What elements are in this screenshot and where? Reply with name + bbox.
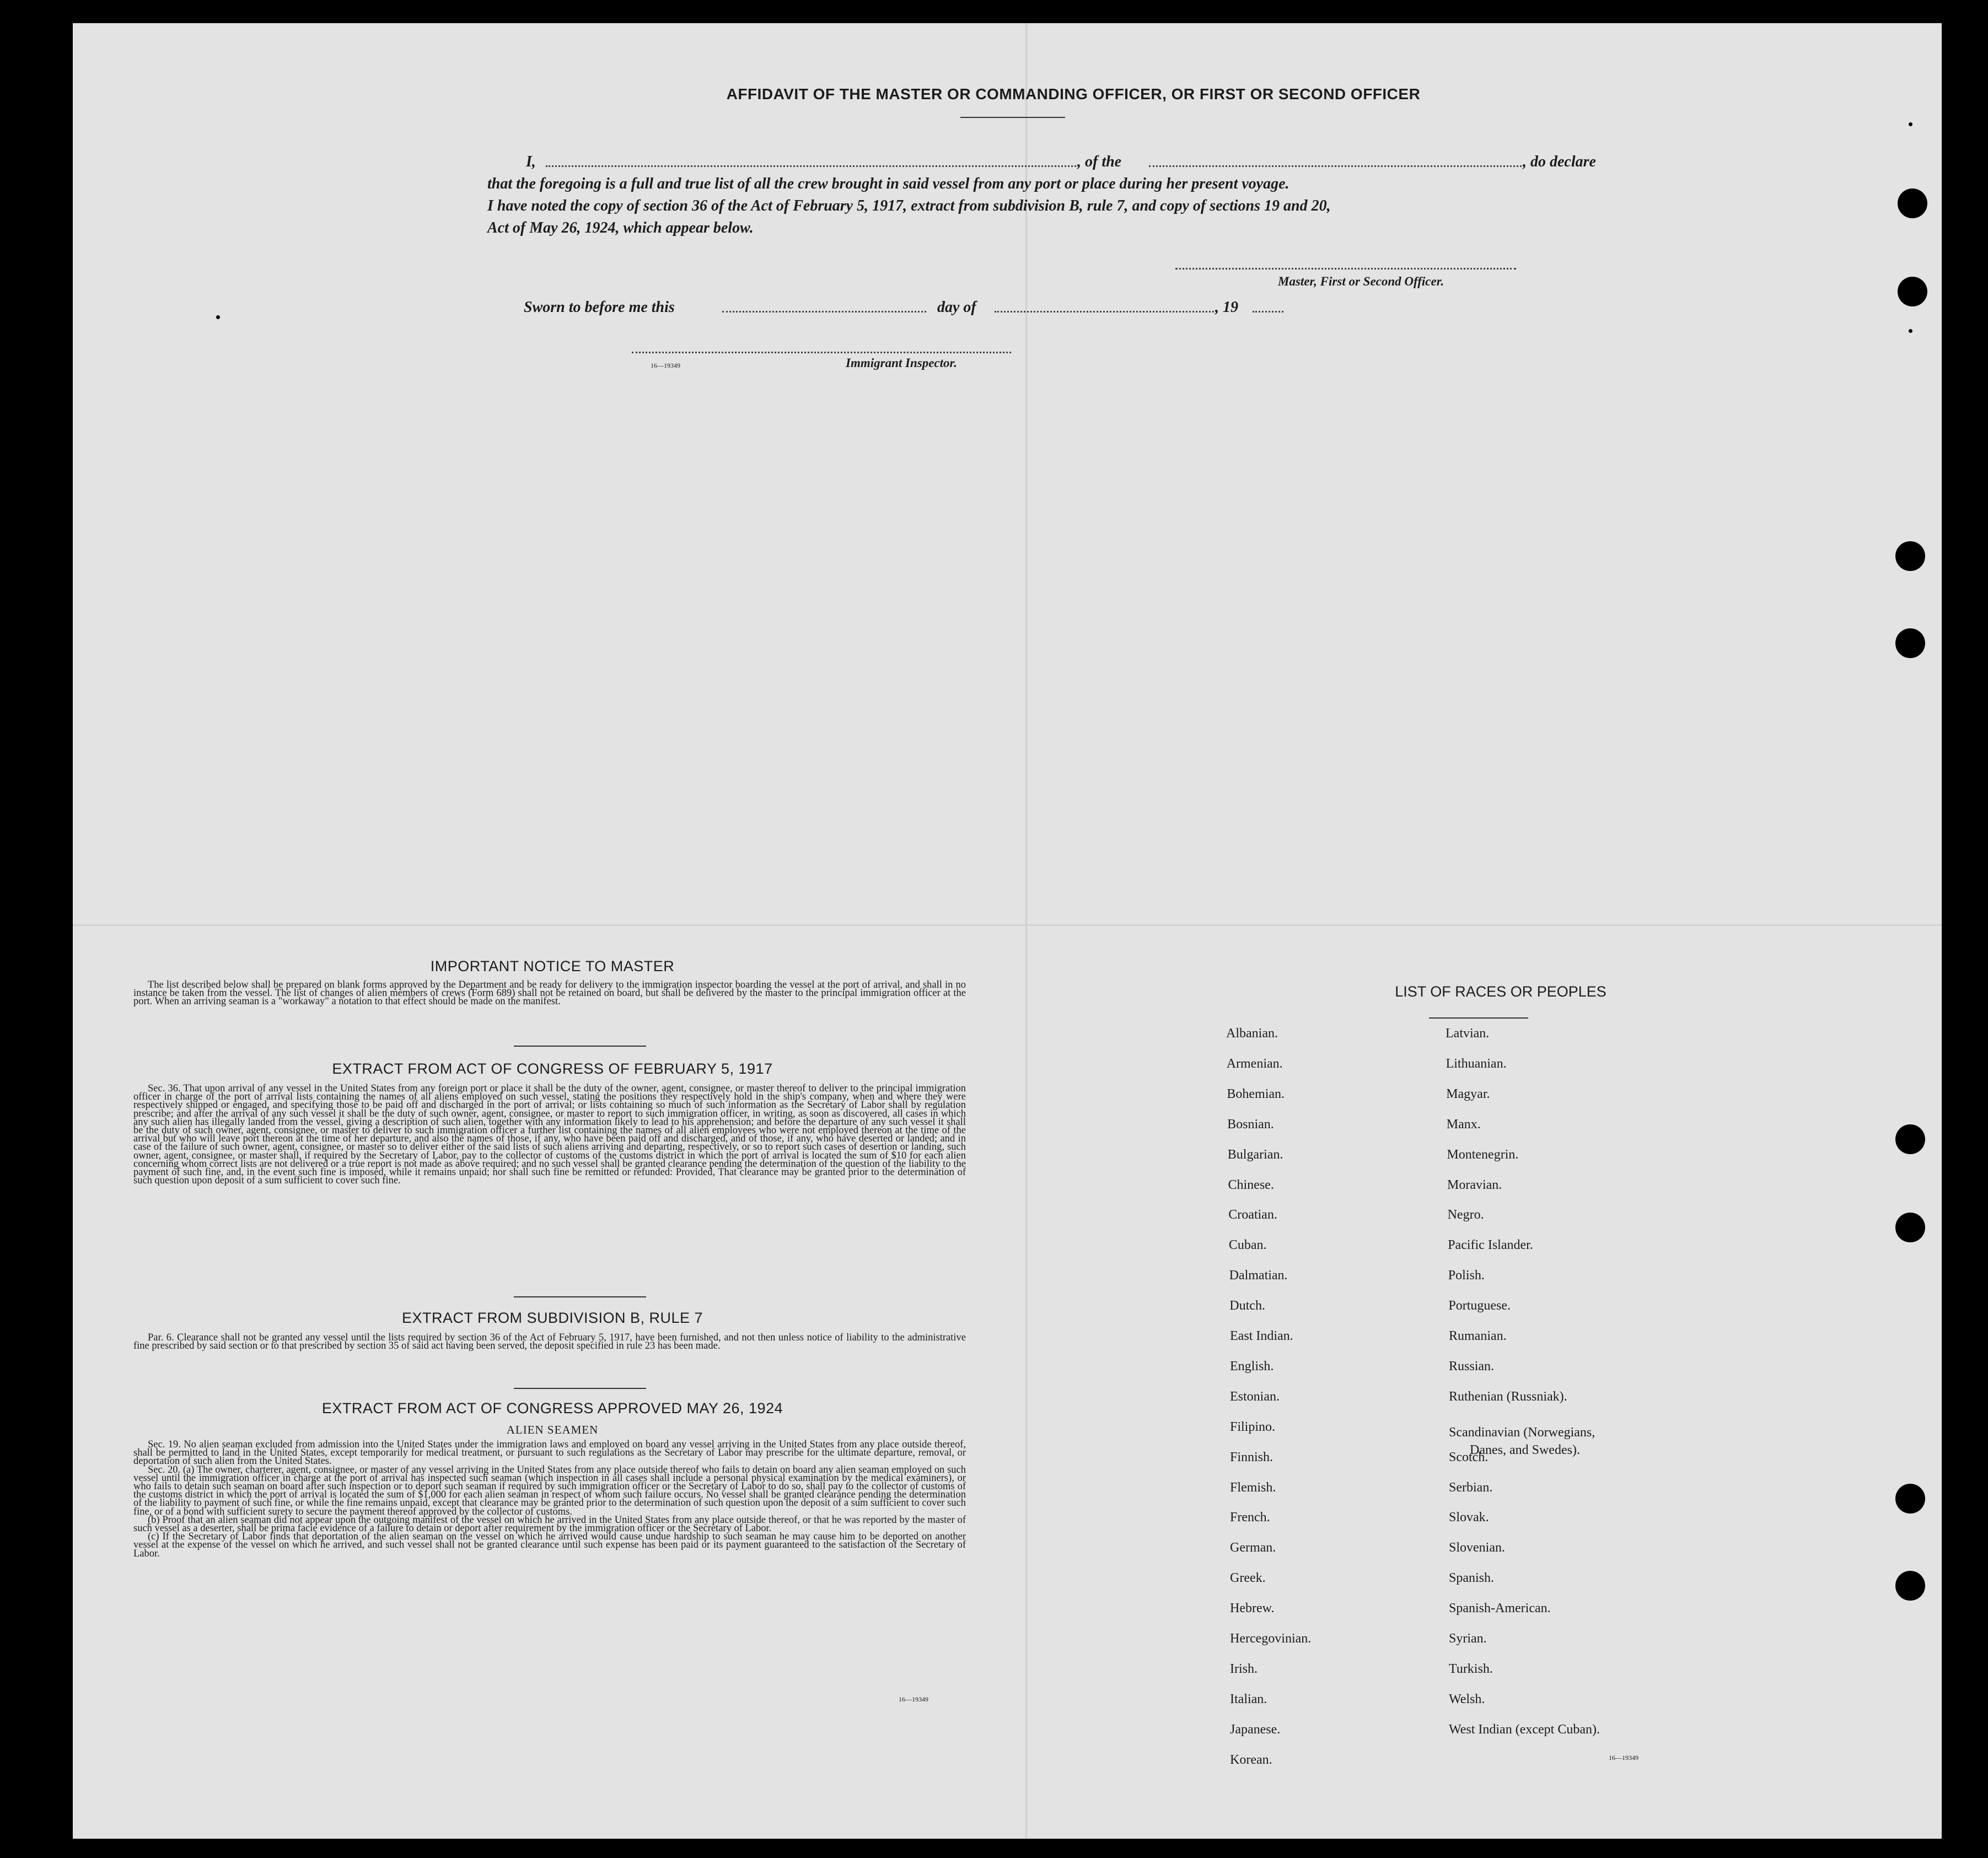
race-item: Chinese.: [1228, 1177, 1274, 1192]
year-label: , 19: [1215, 299, 1238, 316]
rule7-paragraph: Par. 6. Clearance shall not be granted any vessel until the lists required by section 36 of the Act of February 5, 1917, have been furnished, and not then unless notice of liability to the administrative fine prescribed by said section or to that prescribed by section 35 of said act having been served, the deposit specified in rule 23 has been made.: [133, 1332, 966, 1352]
race-item: Estonian.: [1230, 1389, 1280, 1404]
race-item: Italian.: [1230, 1692, 1267, 1706]
master-signature-field[interactable]: [1175, 268, 1516, 270]
binder-hole: [1898, 189, 1927, 218]
race-item: Korean.: [1230, 1752, 1272, 1767]
title-divider: [960, 117, 1065, 118]
race-item: Scandinavian (Norwegians,: [1449, 1425, 1595, 1440]
race-item: Flemish.: [1230, 1480, 1276, 1495]
binder-hole: [1895, 1124, 1925, 1154]
form-number: 16—19349: [899, 1695, 928, 1703]
rule7-text: [133, 1334, 966, 1350]
binder-hole: [1895, 1571, 1925, 1601]
race-item: French.: [1230, 1510, 1270, 1525]
race-item: Moravian.: [1447, 1177, 1502, 1192]
sec20b-paragraph: (b) Proof that an alien seaman did not appear upon the outgoing manifest of the vessel on which he arrived in the United States from any place outside thereof, or that he was reported by the master of such vessel as a deserter, shall be prima facie evidence of a failure to detain or deport after requirement by the immigration officer or the Secretary of Labor.: [133, 1514, 966, 1534]
affidavit-line-2: that the foregoing is a full and true list of all the crew brought in said vessel from any port or place during her present voyage.: [487, 175, 1289, 192]
races-divider: [1429, 1017, 1528, 1019]
affidavit-do-declare: , do declare: [1523, 153, 1596, 170]
extract-1917-title: EXTRACT FROM ACT OF CONGRESS OF FEBRUARY 5, 1917: [332, 1060, 773, 1077]
race-item: Irish.: [1230, 1661, 1258, 1676]
race-item: Hebrew.: [1230, 1601, 1275, 1616]
race-item: Spanish-American.: [1449, 1601, 1551, 1616]
affidavit-i: I,: [526, 153, 536, 170]
race-item: Syrian.: [1449, 1631, 1487, 1646]
alien-seamen-subtitle: ALIEN SEAMEN: [506, 1423, 599, 1436]
race-item: Portuguese.: [1448, 1299, 1511, 1313]
sworn-label: Sworn to before me this: [524, 299, 675, 316]
race-item: Albanian.: [1226, 1026, 1278, 1041]
sec36-paragraph: Sec. 36. That upon arrival of any vessel in the United States from any foreign port or place it shall be the duty of the owner, agent, consignee, or master thereof to deliver to the principal immigration officer in charge of the port of arrival lists containing the names of all aliens employed on such vessel, stating the positions they respectively hold in the ship's company, when and where they were respectively shipped or engaged, and specifying those to be paid off and discharged in the port of arrival; or lists containing so much of such information as the Secretary of Labor shall by regulation prescribe; and after the arrival of any such vessel it shall be the duty of such owner, agent, consignee, or master to report to such immigration officer, in writing, as soon as discovered, all cases in which any such alien has illegally landed from the vessel, giving a description of such alien, together with any information likely to lead to his apprehension; and before the departure of any such vessel it shall be the duty of such owner, agent, consignee, or master to deliver to such immigration officer a further list containing the names of all alien employees who were not employed thereon at the time of the arrival but who will leave port thereon at the time of her departure, and also the names of those, if any, who have been paid off and discharged, and of those, if any, who have deserted or landed; and in case of the failure of such owner, agent, consignee, or master so to deliver either of the said lists of such aliens arriving and departing, respectively, or so to report such cases of desertion or landing, such owner, agent, consignee, or master shall, if required by the Secretary of Labor, pay to the collector of customs of the customs district in which the port of arrival is located the sum of $10 for each alien concerning whom correct lists are not delivered or a true report is not made as above required; and no such vessel shall be granted clearance pending the determination of the question of the liability to the payment of such fine, and, in the event such fine is imposed, while it remains unpaid; nor shall such fine be remitted or refunded: Provided, That clearance may be granted prior to the determination of such question upon deposit of a sum sufficient to cover such fine.: [133, 1083, 966, 1187]
form-number: 16—19349: [1609, 1754, 1638, 1762]
race-item: Bosnian.: [1227, 1117, 1274, 1132]
extract-1924-text: [133, 1441, 966, 1558]
extract-1917-text: [133, 1085, 966, 1185]
race-item: Scotch.: [1449, 1450, 1489, 1464]
notice-paragraph: The list described below shall be prepared on blank forms approved by the Department and be ready for delivery to the immigration inspector boarding the vessel at the port of arrival, and shall in no instance be taken from the vessel. The list of changes of alien members of crews (Form 689) shall not be retained on board, but shall be delivered by the master to the principal immigration officer at the port. When an arriving seaman is a "workaway" a notation to that effect should be made on the manifest.: [133, 979, 966, 1008]
master-signature-label: Master, First or Second Officer.: [1278, 274, 1444, 288]
race-item: Japanese.: [1230, 1722, 1281, 1737]
race-item: English.: [1230, 1359, 1274, 1374]
race-item: Welsh.: [1449, 1692, 1485, 1706]
day-of-label: day of: [937, 299, 976, 316]
race-item: Serbian.: [1449, 1480, 1493, 1495]
race-item: Bohemian.: [1227, 1086, 1285, 1101]
affidavit-line-3: I have noted the copy of section 36 of the Act of February 5, 1917, extract from subdivision B, rule 7, and copy of sections 19 and 20,: [487, 197, 1331, 214]
race-item: Pacific Islander.: [1448, 1238, 1533, 1253]
race-item: Hercegovinian.: [1230, 1631, 1312, 1646]
race-item: Armenian.: [1226, 1056, 1283, 1071]
race-item: Croatian.: [1228, 1208, 1277, 1222]
vertical-fold: [1025, 23, 1027, 1839]
race-item: East Indian.: [1230, 1329, 1293, 1343]
declarant-name-field[interactable]: [546, 165, 1076, 167]
vessel-name-field[interactable]: [1149, 165, 1522, 167]
race-item: Manx.: [1446, 1117, 1481, 1132]
section-divider: [514, 1388, 646, 1389]
affidavit-line-4: Act of May 26, 1924, which appear below.: [487, 219, 754, 236]
binder-hole: [1895, 1484, 1925, 1514]
binder-hole: [1895, 541, 1925, 571]
section-divider: [514, 1296, 646, 1297]
race-item: German.: [1230, 1541, 1276, 1555]
extract-1924-title: EXTRACT FROM ACT OF CONGRESS APPROVED MAY 26, 1924: [321, 1400, 783, 1417]
race-item: Finnish.: [1230, 1450, 1274, 1464]
race-item: Lithuanian.: [1446, 1056, 1507, 1071]
ink-speck: [1909, 122, 1912, 126]
binder-hole: [1895, 1213, 1925, 1242]
horizontal-fold: [73, 924, 1942, 926]
ink-speck: [1909, 329, 1912, 333]
race-item: Negro.: [1447, 1208, 1484, 1222]
race-item: Bulgarian.: [1227, 1147, 1283, 1162]
sworn-year-field[interactable]: [1253, 311, 1283, 313]
sworn-day-field[interactable]: [722, 311, 926, 313]
notice-text: [133, 981, 966, 1006]
sec20a-paragraph: Sec. 20. (a) The owner, charterer, agent, consignee, or master of any vessel arriving in the United States from any place outside thereof who fails to detain on board any alien seaman employed on such vessel until the immigration officer in charge at the port of arrival has inspected such seaman (which inspection in all cases shall include a personal physical examination by the medical examiners), or who fails to detain such seaman on board after such inspection or to deport such seaman if required by such immigration officer or the Secretary of Labor to do so, shall pay to the collector of customs of the customs district in which the port of arrival is located the sum of $1,000 for each alien seaman in respect of whom such failure occurs. No vessel shall be granted clearance pending the determination of the liability to payment of such fine, or while the fine remains unpaid, except that clearance may be granted prior to the determination of such question upon the deposit of a sum sufficient to cover such fine, or of a bond with sufficient surety to secure the payment thereof approved by the collector of customs.: [133, 1464, 966, 1517]
sworn-month-field[interactable]: [995, 311, 1214, 313]
race-item: Polish.: [1448, 1268, 1485, 1283]
document-sheet: [73, 23, 1942, 1839]
binder-hole: [1895, 628, 1925, 658]
race-item: Filipino.: [1230, 1419, 1276, 1434]
race-item: Rumanian.: [1449, 1329, 1507, 1343]
race-item: Slovenian.: [1449, 1541, 1505, 1555]
sec19-paragraph: Sec. 19. No alien seaman excluded from admission into the United States under the immigration laws and employed on board any vessel arriving in the United States from any place outside thereof, shall be permitted to land in the United States, except temporarily for medical treatment, or pursuant to such regulations as the Secretary of Labor may prescribe for the ultimate departure, removal, or deportation of such alien from the United States.: [133, 1439, 966, 1467]
ink-speck: [216, 315, 220, 319]
section-divider: [514, 1046, 646, 1047]
race-item: Spanish.: [1449, 1571, 1495, 1586]
race-item: Ruthenian (Russniak).: [1449, 1389, 1567, 1404]
race-item: Slovak.: [1449, 1510, 1489, 1525]
race-item: Montenegrin.: [1447, 1147, 1519, 1162]
race-item: Cuban.: [1228, 1238, 1267, 1253]
race-item: Latvian.: [1446, 1026, 1490, 1041]
affidavit-title: AFFIDAVIT OF THE MASTER OR COMMANDING OFFICER, OR FIRST OR SECOND OFFICER: [726, 85, 1421, 103]
sec20c-paragraph: (c) If the Secretary of Labor finds that deportation of the alien seaman on the vessel on which he arrived would cause undue hardship to such seaman he may cause him to be deported on another vessel at the expense of the vessel on which he arrived, and such vessel shall not be granted clearance until such expense has been paid or its payment guaranteed to the satisfaction of the Secretary of Labor.: [133, 1531, 966, 1559]
race-item: Dutch.: [1229, 1299, 1265, 1313]
inspector-label: Immigrant Inspector.: [846, 356, 957, 370]
race-item: Magyar.: [1446, 1086, 1490, 1101]
race-item: Dalmatian.: [1229, 1268, 1288, 1283]
race-item: Greek.: [1230, 1571, 1266, 1586]
rule7-title: EXTRACT FROM SUBDIVISION B, RULE 7: [401, 1310, 703, 1326]
race-item: Turkish.: [1449, 1661, 1493, 1676]
race-item: West Indian (except Cuban).: [1449, 1722, 1600, 1737]
form-number: 16—19349: [651, 362, 680, 369]
race-item: Russian.: [1449, 1359, 1495, 1374]
inspector-signature-field[interactable]: [632, 352, 1011, 353]
races-title: LIST OF RACES OR PEOPLES: [1395, 983, 1606, 1000]
affidavit-of-the: , of the: [1077, 153, 1122, 170]
notice-title: IMPORTANT NOTICE TO MASTER: [430, 958, 675, 974]
race-item: Danes, and Swedes).: [1470, 1442, 1580, 1457]
binder-hole: [1898, 277, 1927, 306]
